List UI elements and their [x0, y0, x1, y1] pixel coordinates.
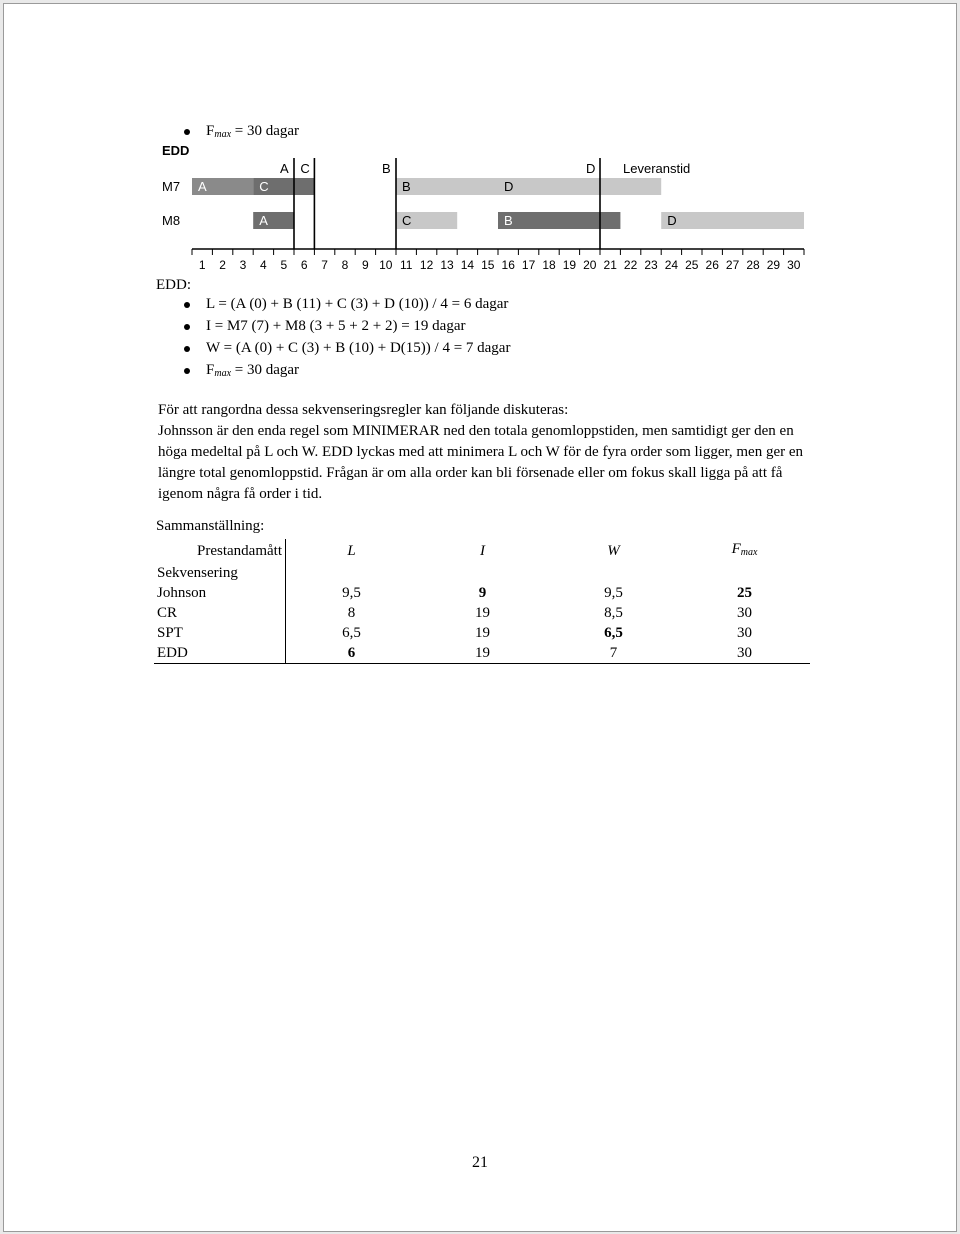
axis-tick-label: 29 — [766, 258, 781, 272]
gantt-bar-m8-b — [498, 212, 620, 229]
discussion-body: Johnsson är den enda regel som MINIMERAR ned den totala genomloppstiden, men samtidigt ger den en höga medeltal på L och W. EDD lyckas med att minimera L och W för de fyra order som ligger, men ger en längre total genomloppstid. Frågan är om alla order kan bli försenade eller om fokus skall ligga på att få igenom några få order i tid. — [158, 423, 804, 502]
cell: 19 — [475, 625, 490, 641]
edd-bullet-i: I = M7 (7) + M8 (3 + 5 + 2 + 2) = 19 dagar — [206, 318, 466, 334]
due-date-label-b: B — [382, 161, 391, 176]
sequence-header: Sekvensering — [154, 563, 286, 583]
axis-tick-label: 28 — [746, 258, 760, 272]
axis-tick-label: 17 — [521, 258, 536, 272]
table-row — [154, 623, 810, 643]
row-name: CR — [154, 603, 286, 623]
machine-label-m8: M8 — [162, 213, 181, 228]
axis-tick-label: 21 — [603, 258, 617, 272]
gantt-bar-label: D — [667, 213, 677, 228]
cell: 7 — [548, 643, 679, 664]
cell: 8 — [347, 605, 356, 621]
gantt-bar-label: C — [402, 213, 412, 228]
row-name: Johnson — [154, 583, 286, 603]
axis-tick-label: 5 — [280, 258, 288, 272]
axis-tick-label: 20 — [583, 258, 597, 272]
axis-tick-label: 23 — [644, 258, 658, 272]
summary-table — [154, 539, 810, 664]
column-header-l: L — [347, 543, 356, 559]
cell: 9,5 — [604, 585, 623, 601]
gantt-bar-m7-d — [498, 178, 661, 195]
due-date-label-d: D — [586, 161, 596, 176]
cell: 6,5 — [604, 625, 623, 641]
due-date-label-a: A — [280, 161, 289, 176]
discussion-heading: För att rangordna dessa sekvenseringsregler kan följande diskuteras: — [158, 402, 569, 418]
cell: 30 — [737, 625, 752, 641]
cell: 9,5 — [342, 585, 361, 601]
cell: 6,5 — [342, 625, 361, 641]
table-header-row — [154, 539, 810, 563]
gantt-title: EDD — [162, 143, 190, 158]
axis-tick-label: 7 — [321, 258, 328, 272]
axis-tick-label: 16 — [501, 258, 515, 272]
column-header-i: I — [480, 543, 485, 559]
axis-tick-label: 18 — [542, 258, 556, 272]
machine-label-m7: M7 — [162, 179, 181, 194]
table-row — [154, 643, 810, 664]
gantt-bar-label: A — [259, 213, 268, 228]
axis-tick-label: 19 — [562, 258, 577, 272]
table-subheader-row — [154, 563, 810, 583]
cell: 19 — [475, 605, 490, 621]
column-header-fmax: $F_{max}$ — [731, 541, 758, 558]
page-number: 21 — [472, 1154, 488, 1171]
cell: 19 — [417, 643, 548, 664]
cell: 30 — [737, 605, 752, 621]
axis-tick-label: 24 — [664, 258, 679, 272]
axis-tick-label: 3 — [239, 258, 247, 272]
axis-tick-label: 26 — [705, 258, 719, 272]
cell: 9 — [478, 585, 487, 601]
axis-tick-label: 11 — [399, 258, 413, 272]
row-name: SPT — [154, 623, 286, 643]
row-name: EDD — [154, 643, 286, 664]
axis-tick-label: 2 — [219, 258, 226, 272]
edd-bullet-w: W = (A (0) + C (3) + B (10) + D(15)) / 4 = 7 dagar — [206, 340, 511, 356]
cell: 8,5 — [604, 605, 623, 621]
table-row — [154, 583, 810, 603]
gantt-bar-label: C — [259, 179, 269, 194]
axis-tick-label: 22 — [623, 258, 638, 272]
axis-tick-label: 15 — [481, 258, 495, 272]
gantt-bar-m8-d — [661, 212, 804, 229]
edd-gantt-chart — [4, 4, 956, 279]
edd-bullet-fmax: $F_{max} = 30$ dagar — [206, 362, 300, 379]
axis-tick-label: 14 — [460, 258, 475, 272]
column-header-w: W — [607, 543, 620, 559]
lead-time-label: Leveranstid — [623, 161, 691, 176]
due-date-label-c: C — [300, 161, 310, 176]
gantt-bar-label: B — [504, 213, 513, 228]
cell: 25 — [737, 585, 752, 601]
cell: 30 — [679, 643, 810, 664]
axis-tick-label: 9 — [362, 258, 369, 272]
axis-tick-label: 12 — [419, 258, 434, 272]
gantt-bar-label: D — [504, 179, 514, 194]
edd-bullet-l: L = (A (0) + B (11) + C (3) + D (10)) / 4 = 6 dagar — [206, 296, 509, 312]
measure-header: Prestandamått — [154, 539, 286, 563]
gantt-bar-label: A — [198, 179, 207, 194]
axis-tick-label: 25 — [685, 258, 699, 272]
axis-tick-label: 4 — [260, 258, 267, 272]
edd-heading: EDD: — [156, 277, 191, 293]
axis-tick-label: 27 — [725, 258, 740, 272]
table-row — [154, 603, 810, 623]
fmax-top-line: $F_{max} = 30$ dagar — [206, 123, 300, 140]
axis-tick-label: 8 — [341, 258, 349, 272]
bullet-icon — [184, 346, 190, 352]
gantt-bar-label: B — [402, 179, 411, 194]
document-page — [3, 3, 957, 1232]
bullet-icon — [184, 324, 190, 330]
bullet-icon — [184, 302, 190, 308]
axis-tick-label: 6 — [300, 258, 308, 272]
axis-tick-label: 10 — [379, 258, 393, 272]
discussion-paragraph — [158, 400, 808, 505]
gantt-bar-m7-b — [396, 178, 498, 195]
cell: 6 — [286, 643, 418, 664]
summary-title: Sammanställning: — [156, 518, 265, 534]
bullet-icon — [184, 368, 190, 374]
axis-tick-label: 1 — [198, 258, 206, 272]
axis-tick-label: 30 — [787, 258, 801, 272]
axis-tick-label: 13 — [440, 258, 454, 272]
